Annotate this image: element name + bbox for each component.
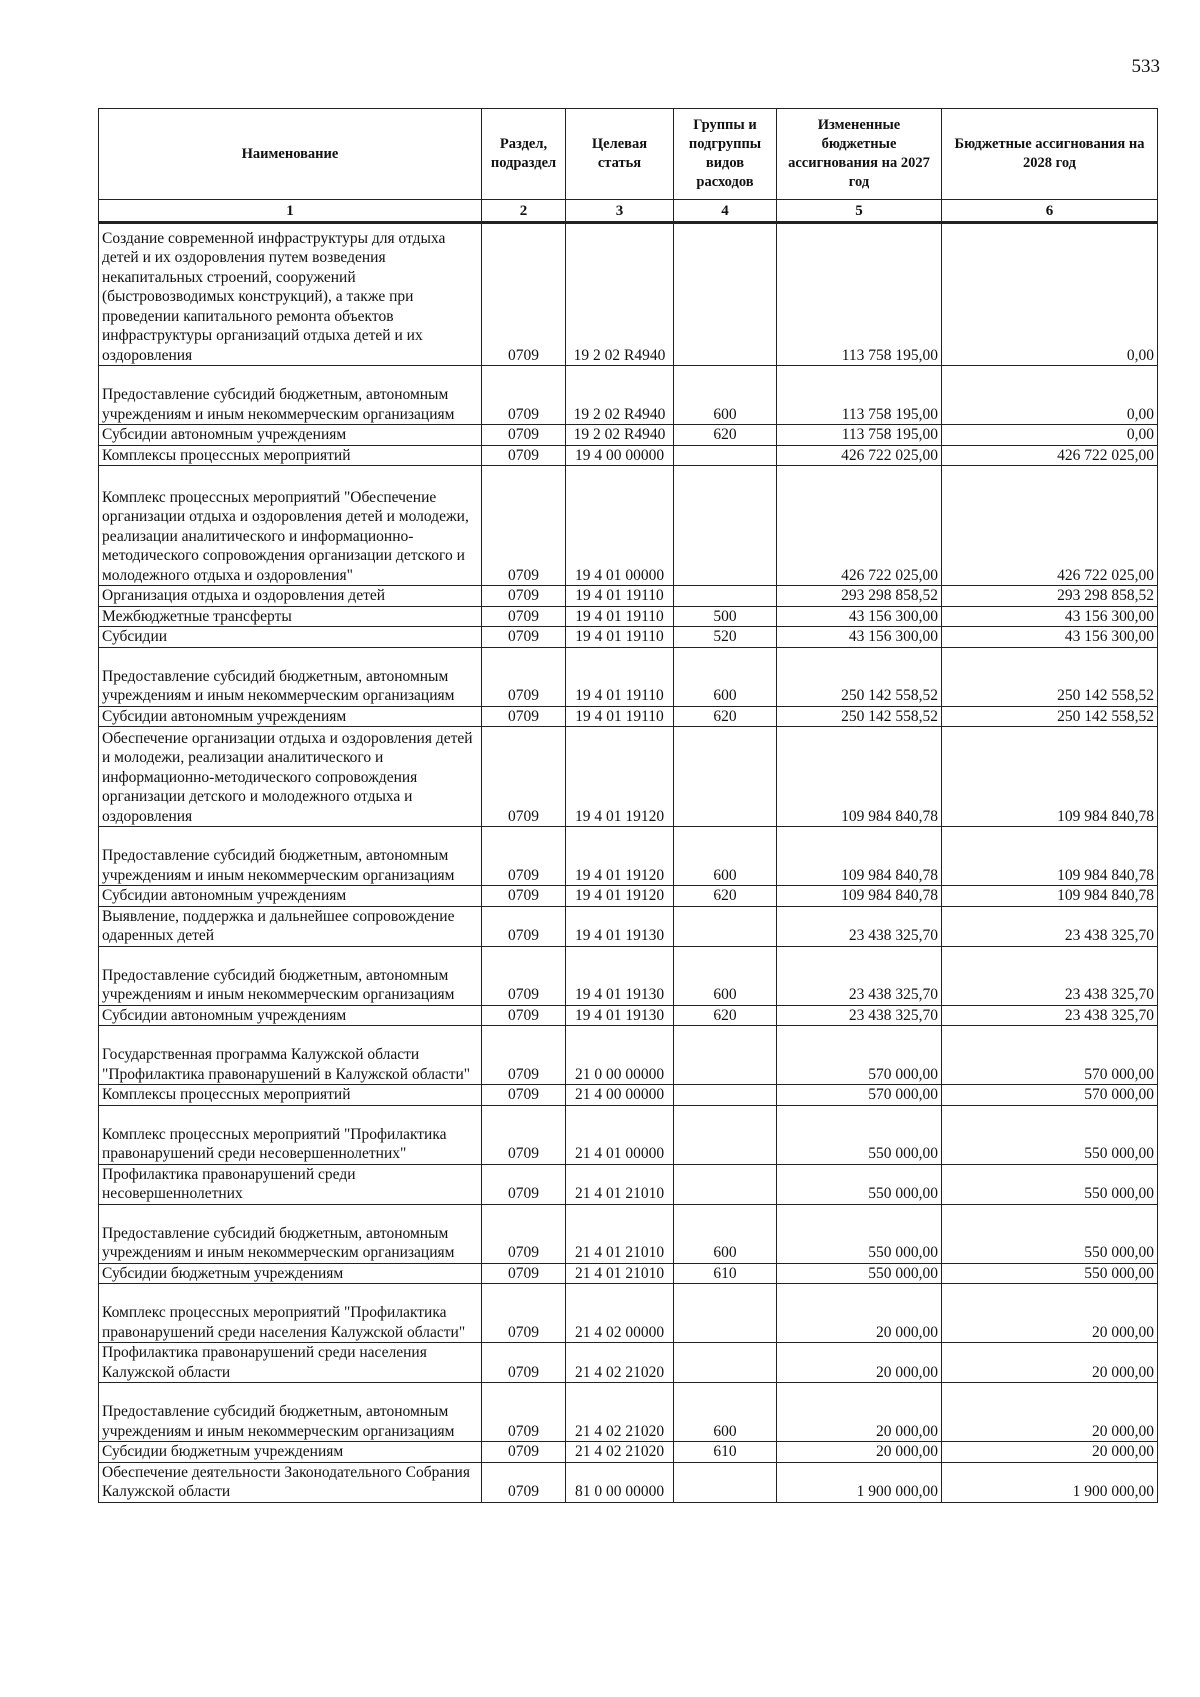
row-amount-2027: 23 438 325,70 <box>777 906 942 946</box>
row-section: 0709 <box>482 366 566 425</box>
row-amount-2027: 250 142 558,52 <box>777 647 942 706</box>
row-group <box>674 586 777 607</box>
row-target: 21 4 02 21020 <box>566 1343 674 1383</box>
row-amount-2027: 1 900 000,00 <box>777 1462 942 1502</box>
row-group: 600 <box>674 946 777 1005</box>
row-amount-2028: 23 438 325,70 <box>942 1005 1158 1026</box>
row-section: 0709 <box>482 627 566 648</box>
row-amount-2027: 113 758 195,00 <box>777 425 942 446</box>
row-group <box>674 1343 777 1383</box>
row-amount-2027: 20 000,00 <box>777 1343 942 1383</box>
row-group <box>674 1462 777 1502</box>
row-target: 21 4 01 21010 <box>566 1204 674 1263</box>
table-row <box>99 1383 1158 1442</box>
row-group: 500 <box>674 606 777 627</box>
row-target: 19 2 02 R4940 <box>566 425 674 446</box>
row-target: 19 4 01 19130 <box>566 1005 674 1026</box>
column-number: 6 <box>942 200 1158 223</box>
row-group: 600 <box>674 647 777 706</box>
row-amount-2027: 43 156 300,00 <box>777 627 942 648</box>
row-section: 0709 <box>482 1005 566 1026</box>
row-target: 21 0 00 00000 <box>566 1026 674 1085</box>
row-section: 0709 <box>482 1026 566 1085</box>
row-amount-2028: 109 984 840,78 <box>942 727 1158 827</box>
row-amount-2027: 23 438 325,70 <box>777 1005 942 1026</box>
row-section: 0709 <box>482 1383 566 1442</box>
row-group: 620 <box>674 886 777 907</box>
page-number: 533 <box>1131 56 1160 77</box>
table-row <box>99 1284 1158 1343</box>
row-name: Обеспечение деятельности Законодательного Собрания Калужской области <box>99 1462 482 1502</box>
table-row <box>99 946 1158 1005</box>
table-row <box>99 706 1158 727</box>
row-amount-2028: 0,00 <box>942 223 1158 366</box>
row-group: 520 <box>674 627 777 648</box>
header-row <box>99 109 1158 200</box>
row-amount-2028: 426 722 025,00 <box>942 445 1158 466</box>
header-2027: Измененные бюджетные ассигнования на 2027 год <box>777 109 942 200</box>
row-section: 0709 <box>482 606 566 627</box>
row-section: 0709 <box>482 727 566 827</box>
row-amount-2027: 113 758 195,00 <box>777 366 942 425</box>
row-name: Предоставление субсидий бюджетным, автономным учреждениям и иным некоммерческим организациям <box>99 647 482 706</box>
row-target: 19 2 02 R4940 <box>566 223 674 366</box>
row-section: 0709 <box>482 1263 566 1284</box>
table-row <box>99 1462 1158 1502</box>
row-group: 600 <box>674 366 777 425</box>
row-amount-2027: 550 000,00 <box>777 1204 942 1263</box>
budget-table <box>98 108 1158 1503</box>
column-number-row <box>99 200 1158 223</box>
row-group: 600 <box>674 1204 777 1263</box>
column-number: 3 <box>566 200 674 223</box>
row-group: 620 <box>674 425 777 446</box>
row-name: Субсидии автономным учреждениям <box>99 1005 482 1026</box>
row-section: 0709 <box>482 223 566 366</box>
row-amount-2028: 293 298 858,52 <box>942 586 1158 607</box>
row-name: Субсидии автономным учреждениям <box>99 425 482 446</box>
row-amount-2027: 109 984 840,78 <box>777 827 942 886</box>
row-name: Профилактика правонарушений среди несовершеннолетних <box>99 1164 482 1204</box>
row-group <box>674 1284 777 1343</box>
row-name: Выявление, поддержка и дальнейшее сопровождение одаренных детей <box>99 906 482 946</box>
row-target: 19 4 00 00000 <box>566 445 674 466</box>
row-target: 21 4 01 21010 <box>566 1263 674 1284</box>
row-amount-2028: 550 000,00 <box>942 1164 1158 1204</box>
table-row <box>99 647 1158 706</box>
row-name: Комплекс процессных мероприятий "Обеспечение организации отдыха и оздоровления детей и молодежи, реализации аналитического и информационно-методического сопровождения организации детского и молодежного отдыха и оздоровления" <box>99 466 482 586</box>
row-amount-2028: 20 000,00 <box>942 1343 1158 1383</box>
row-group <box>674 906 777 946</box>
row-section: 0709 <box>482 425 566 446</box>
row-amount-2028: 23 438 325,70 <box>942 946 1158 1005</box>
row-section: 0709 <box>482 1442 566 1463</box>
row-amount-2028: 1 900 000,00 <box>942 1462 1158 1502</box>
row-amount-2028: 43 156 300,00 <box>942 627 1158 648</box>
row-group: 600 <box>674 1383 777 1442</box>
row-name: Комплекс процессных мероприятий "Профилактика правонарушений среди несовершеннолетних" <box>99 1105 482 1164</box>
row-amount-2027: 109 984 840,78 <box>777 886 942 907</box>
column-number: 2 <box>482 200 566 223</box>
row-amount-2027: 23 438 325,70 <box>777 946 942 1005</box>
row-target: 81 0 00 00000 <box>566 1462 674 1502</box>
row-target: 21 4 02 21020 <box>566 1442 674 1463</box>
row-section: 0709 <box>482 445 566 466</box>
row-target: 19 4 01 19110 <box>566 606 674 627</box>
row-amount-2028: 250 142 558,52 <box>942 647 1158 706</box>
row-target: 21 4 00 00000 <box>566 1085 674 1106</box>
row-name: Комплекс процессных мероприятий "Профилактика правонарушений среди населения Калужской области" <box>99 1284 482 1343</box>
row-target: 21 4 01 00000 <box>566 1105 674 1164</box>
row-amount-2028: 570 000,00 <box>942 1026 1158 1085</box>
row-name: Государственная программа Калужской области "Профилактика правонарушений в Калужской области" <box>99 1026 482 1085</box>
row-section: 0709 <box>482 586 566 607</box>
row-amount-2028: 550 000,00 <box>942 1204 1158 1263</box>
row-name: Субсидии автономным учреждениям <box>99 886 482 907</box>
row-section: 0709 <box>482 1164 566 1204</box>
row-group <box>674 466 777 586</box>
row-target: 19 4 01 19120 <box>566 886 674 907</box>
row-target: 21 4 01 21010 <box>566 1164 674 1204</box>
row-name: Предоставление субсидий бюджетным, автономным учреждениям и иным некоммерческим организациям <box>99 946 482 1005</box>
table-row <box>99 366 1158 425</box>
header-group: Группы и подгруппы видов расходов <box>674 109 777 200</box>
table-row <box>99 886 1158 907</box>
row-amount-2027: 250 142 558,52 <box>777 706 942 727</box>
table-row <box>99 425 1158 446</box>
table-body <box>99 223 1158 1503</box>
row-amount-2028: 109 984 840,78 <box>942 886 1158 907</box>
table-row <box>99 1105 1158 1164</box>
table-row <box>99 445 1158 466</box>
row-name: Профилактика правонарушений среди населения Калужской области <box>99 1343 482 1383</box>
row-amount-2027: 570 000,00 <box>777 1026 942 1085</box>
table-row <box>99 906 1158 946</box>
row-amount-2027: 109 984 840,78 <box>777 727 942 827</box>
row-section: 0709 <box>482 1105 566 1164</box>
table-row <box>99 1005 1158 1026</box>
row-amount-2027: 43 156 300,00 <box>777 606 942 627</box>
row-group: 600 <box>674 827 777 886</box>
row-name: Комплексы процессных мероприятий <box>99 445 482 466</box>
row-group: 610 <box>674 1442 777 1463</box>
row-group: 610 <box>674 1263 777 1284</box>
row-amount-2028: 570 000,00 <box>942 1085 1158 1106</box>
row-target: 19 4 01 00000 <box>566 466 674 586</box>
table-row <box>99 1026 1158 1085</box>
row-section: 0709 <box>482 1085 566 1106</box>
header-target: Целевая статья <box>566 109 674 200</box>
row-target: 19 4 01 19110 <box>566 706 674 727</box>
row-amount-2027: 20 000,00 <box>777 1383 942 1442</box>
row-target: 19 4 01 19120 <box>566 827 674 886</box>
row-amount-2028: 0,00 <box>942 425 1158 446</box>
row-target: 19 4 01 19110 <box>566 586 674 607</box>
row-amount-2028: 550 000,00 <box>942 1105 1158 1164</box>
row-name: Организация отдыха и оздоровления детей <box>99 586 482 607</box>
row-section: 0709 <box>482 706 566 727</box>
row-amount-2027: 293 298 858,52 <box>777 586 942 607</box>
row-section: 0709 <box>482 886 566 907</box>
row-amount-2027: 550 000,00 <box>777 1105 942 1164</box>
row-group <box>674 1026 777 1085</box>
row-section: 0709 <box>482 466 566 586</box>
row-section: 0709 <box>482 1343 566 1383</box>
row-section: 0709 <box>482 827 566 886</box>
row-target: 19 4 01 19110 <box>566 627 674 648</box>
row-name: Предоставление субсидий бюджетным, автономным учреждениям и иным некоммерческим организациям <box>99 366 482 425</box>
table-row <box>99 727 1158 827</box>
row-target: 21 4 02 21020 <box>566 1383 674 1442</box>
row-name: Создание современной инфраструктуры для отдыха детей и их оздоровления путем возведения некапитальных строений, сооружений (быстровозводимых конструкций), а также при проведении капитального ремонта объектов инфраструктуры организаций отдыха детей и их оздоровления <box>99 223 482 366</box>
row-amount-2027: 426 722 025,00 <box>777 466 942 586</box>
header-2028: Бюджетные ассигнования на 2028 год <box>942 109 1158 200</box>
row-amount-2028: 109 984 840,78 <box>942 827 1158 886</box>
table-row <box>99 827 1158 886</box>
row-amount-2028: 20 000,00 <box>942 1284 1158 1343</box>
row-name: Предоставление субсидий бюджетным, автономным учреждениям и иным некоммерческим организациям <box>99 1383 482 1442</box>
row-group <box>674 445 777 466</box>
table-row <box>99 627 1158 648</box>
row-group <box>674 1085 777 1106</box>
row-amount-2028: 23 438 325,70 <box>942 906 1158 946</box>
header-section: Раздел, подраздел <box>482 109 566 200</box>
row-amount-2028: 20 000,00 <box>942 1442 1158 1463</box>
row-amount-2028: 0,00 <box>942 366 1158 425</box>
table-row <box>99 1263 1158 1284</box>
table-row <box>99 1085 1158 1106</box>
row-section: 0709 <box>482 906 566 946</box>
table-row <box>99 223 1158 366</box>
row-group: 620 <box>674 706 777 727</box>
table-row <box>99 1442 1158 1463</box>
row-group <box>674 1164 777 1204</box>
header-name: Наименование <box>99 109 482 200</box>
column-number: 4 <box>674 200 777 223</box>
row-group: 620 <box>674 1005 777 1026</box>
row-section: 0709 <box>482 946 566 1005</box>
row-name: Субсидии автономным учреждениям <box>99 706 482 727</box>
column-number: 5 <box>777 200 942 223</box>
row-section: 0709 <box>482 1462 566 1502</box>
row-amount-2028: 20 000,00 <box>942 1383 1158 1442</box>
table-row <box>99 606 1158 627</box>
row-name: Субсидии <box>99 627 482 648</box>
row-target: 19 4 01 19110 <box>566 647 674 706</box>
row-target: 19 4 01 19120 <box>566 727 674 827</box>
row-target: 21 4 02 00000 <box>566 1284 674 1343</box>
row-name: Субсидии бюджетным учреждениям <box>99 1442 482 1463</box>
row-section: 0709 <box>482 647 566 706</box>
row-group <box>674 223 777 366</box>
row-amount-2027: 550 000,00 <box>777 1263 942 1284</box>
row-amount-2028: 426 722 025,00 <box>942 466 1158 586</box>
row-amount-2027: 570 000,00 <box>777 1085 942 1106</box>
row-group <box>674 1105 777 1164</box>
row-name: Комплексы процессных мероприятий <box>99 1085 482 1106</box>
table-row <box>99 1343 1158 1383</box>
row-amount-2028: 250 142 558,52 <box>942 706 1158 727</box>
row-target: 19 2 02 R4940 <box>566 366 674 425</box>
row-amount-2027: 550 000,00 <box>777 1164 942 1204</box>
row-target: 19 4 01 19130 <box>566 946 674 1005</box>
row-amount-2027: 20 000,00 <box>777 1442 942 1463</box>
table-row <box>99 1204 1158 1263</box>
row-name: Субсидии бюджетным учреждениям <box>99 1263 482 1284</box>
row-name: Предоставление субсидий бюджетным, автономным учреждениям и иным некоммерческим организациям <box>99 827 482 886</box>
row-section: 0709 <box>482 1204 566 1263</box>
row-name: Межбюджетные трансферты <box>99 606 482 627</box>
row-amount-2028: 43 156 300,00 <box>942 606 1158 627</box>
table-row <box>99 586 1158 607</box>
row-name: Обеспечение организации отдыха и оздоровления детей и молодежи, реализации аналитического и информационно-методического сопровождения организации детского и молодежного отдыха и оздоровления <box>99 727 482 827</box>
row-amount-2027: 113 758 195,00 <box>777 223 942 366</box>
column-number: 1 <box>99 200 482 223</box>
row-group <box>674 727 777 827</box>
table-row <box>99 1164 1158 1204</box>
row-amount-2027: 426 722 025,00 <box>777 445 942 466</box>
row-target: 19 4 01 19130 <box>566 906 674 946</box>
row-amount-2027: 20 000,00 <box>777 1284 942 1343</box>
row-section: 0709 <box>482 1284 566 1343</box>
table-row <box>99 466 1158 586</box>
row-name: Предоставление субсидий бюджетным, автономным учреждениям и иным некоммерческим организациям <box>99 1204 482 1263</box>
row-amount-2028: 550 000,00 <box>942 1263 1158 1284</box>
